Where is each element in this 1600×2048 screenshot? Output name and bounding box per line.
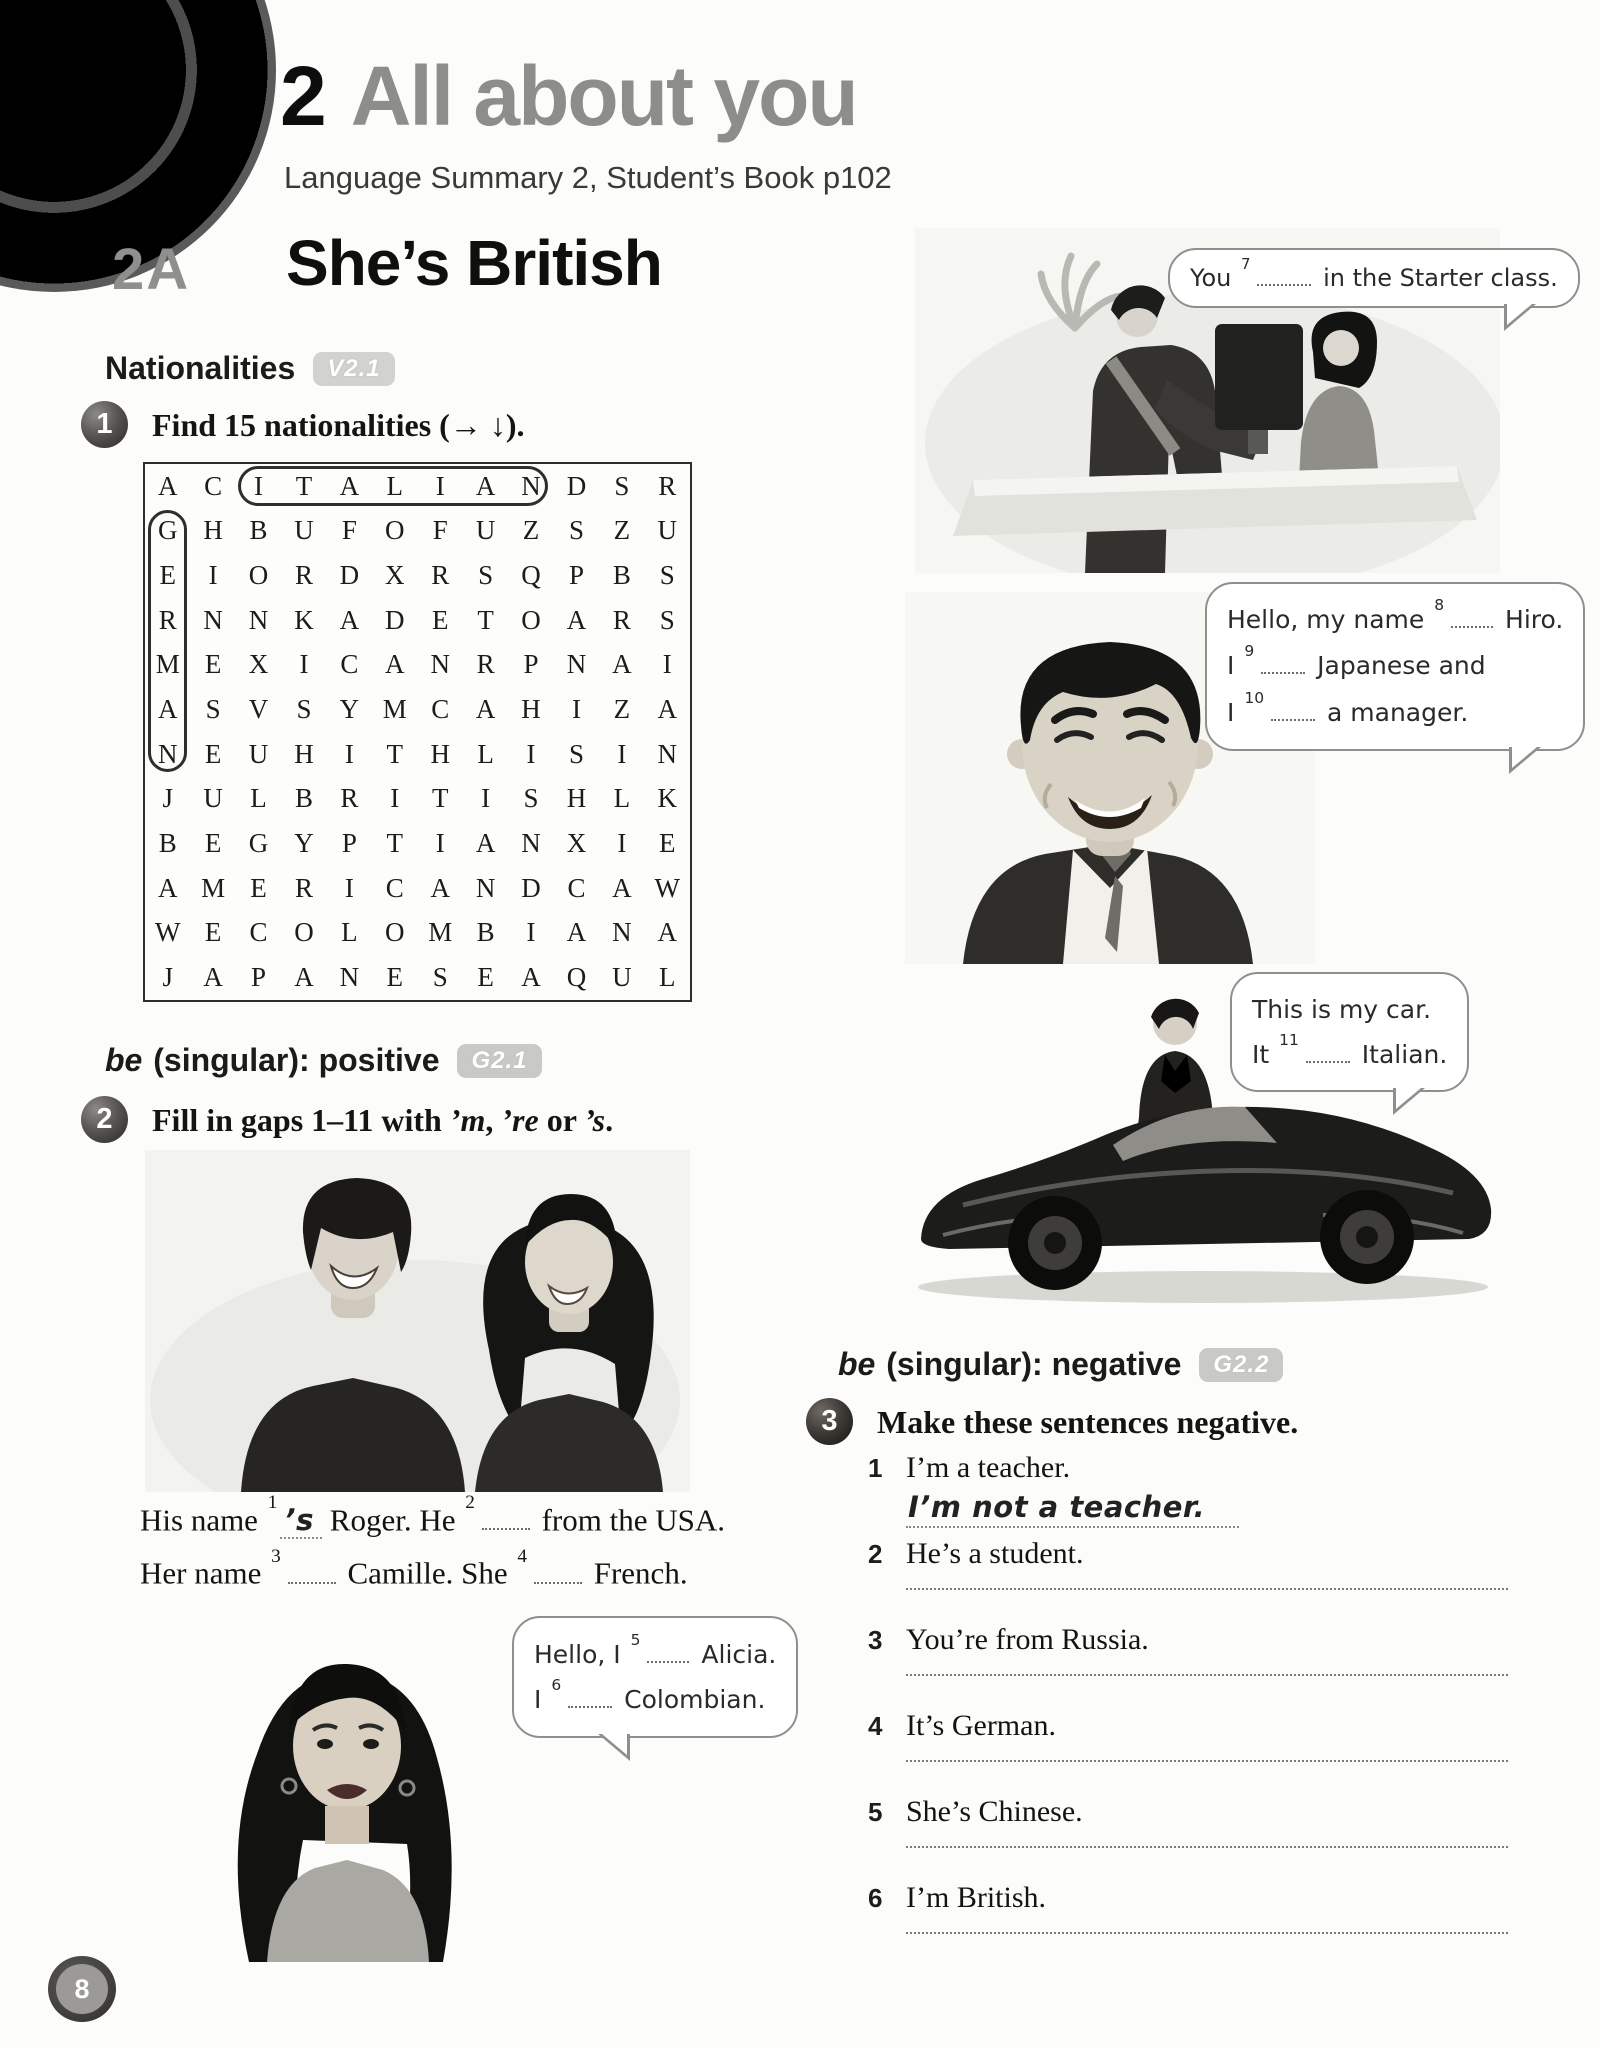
exercise-1-instruction: Find 15 nationalities (→ ↓). — [152, 407, 525, 443]
wordsearch-letter: N — [339, 962, 360, 993]
wordsearch-letter: L — [477, 738, 494, 769]
wordsearch-letter: P — [251, 962, 267, 993]
wordsearch-letter: S — [478, 560, 494, 591]
wordsearch-letter: W — [654, 872, 681, 903]
wordsearch-letter: E — [204, 828, 222, 859]
wordsearch-letter: R — [612, 604, 631, 635]
negative-sentence-item — [868, 1878, 1528, 1964]
wordsearch-letter: U — [203, 783, 223, 814]
wordsearch-letter: C — [431, 694, 450, 725]
alicia-bubble-line-2: I $^6$ Colombian. — [534, 1676, 766, 1714]
item-sentence: It’s German. — [906, 1709, 1056, 1742]
speech-bubble-alicia — [512, 1616, 798, 1738]
handwritten-answer: ’s — [280, 1503, 322, 1539]
speech-bubble-starter-class — [1168, 248, 1580, 308]
wordsearch-letter: M — [201, 872, 226, 903]
wordsearch-letter: I — [526, 738, 536, 769]
wordsearch-letter: D — [339, 560, 360, 591]
item-number: 2 — [868, 1539, 883, 1569]
wordsearch-letter: A — [612, 649, 632, 680]
item-sentence: He’s a student. — [906, 1537, 1084, 1570]
wordsearch-letter: B — [612, 560, 631, 591]
wordsearch-letter: E — [204, 649, 222, 680]
photo-alicia — [215, 1622, 480, 1962]
wordsearch-letter: P — [568, 560, 584, 591]
wordsearch-letter: T — [295, 470, 313, 501]
negative-sentence-item — [868, 1534, 1528, 1620]
wordsearch-letter: N — [612, 917, 632, 948]
answer-line — [906, 1760, 1508, 1762]
item-number: 1 — [868, 1453, 883, 1483]
wordsearch-letter: I — [344, 872, 354, 903]
gap-number: 3 — [271, 1545, 281, 1567]
wordsearch-letter: S — [296, 694, 312, 725]
wordsearch-letter: E — [204, 917, 222, 948]
gap-line — [1257, 264, 1311, 286]
wordsearch-letter: A — [475, 694, 496, 725]
wordsearch-letter: N — [157, 738, 178, 769]
wordsearch-letter: Q — [521, 560, 541, 591]
wordsearch-letter: J — [162, 783, 173, 814]
wordsearch-letter: B — [294, 783, 313, 814]
gap-number: 4 — [517, 1545, 527, 1567]
italic-text: be — [105, 1042, 143, 1078]
wordsearch-letter: L — [386, 470, 404, 501]
wordsearch-letter: N — [657, 738, 678, 769]
wordsearch-letter: K — [657, 783, 678, 814]
wordsearch-letter: I — [390, 783, 400, 814]
wordsearch-letter: A — [157, 694, 178, 725]
gap-number: 2 — [465, 1492, 475, 1514]
wordsearch-grid — [145, 464, 690, 1000]
be-positive-heading — [105, 1042, 542, 1079]
nationalities-heading-text: Nationalities — [105, 350, 296, 386]
wordsearch-letter: T — [386, 828, 404, 859]
gap-line — [1306, 1040, 1350, 1063]
italic-text: be — [838, 1346, 876, 1382]
gap-number: 6 — [551, 1676, 562, 1695]
wordsearch-letter: B — [476, 917, 495, 948]
lesson-code: 2A — [112, 237, 191, 302]
car-bubble-line-1: This is my car. — [1252, 995, 1432, 1024]
wordsearch-letter: Z — [522, 515, 540, 546]
wordsearch-letter: Z — [613, 515, 631, 546]
exercise-2-instruction: Fill in gaps 1–11 with ’m, ’re or ’s. — [152, 1102, 614, 1138]
wordsearch-letter: R — [294, 872, 313, 903]
wordsearch-letter: L — [250, 783, 267, 814]
wordsearch-letter: L — [613, 783, 631, 814]
gap-line — [482, 1502, 530, 1530]
item-number: 5 — [868, 1797, 883, 1827]
wordsearch-letter: H — [294, 738, 314, 769]
circled-word-german — [148, 510, 187, 772]
wordsearch-letter: I — [254, 470, 264, 501]
wordsearch-letter: S — [614, 470, 630, 501]
speech-bubble-car — [1230, 972, 1469, 1092]
wordsearch-letter: K — [294, 604, 314, 635]
wordsearch-letter: A — [385, 649, 405, 680]
item-number: 4 — [868, 1711, 883, 1741]
wordsearch-letter: A — [475, 470, 496, 501]
item-sentence: I’m a teacher. — [906, 1451, 1071, 1484]
wordsearch-letter: N — [475, 872, 496, 903]
wordsearch-letter: I — [526, 917, 536, 948]
wordsearch-letter: E — [659, 828, 676, 859]
exercise-2-number: 2 — [81, 1096, 128, 1143]
wordsearch-letter: O — [385, 515, 405, 546]
wordsearch-letter: C — [340, 649, 359, 680]
gap-number: 9 — [1244, 642, 1255, 661]
gap-number: 11 — [1279, 1031, 1299, 1050]
wordsearch-letter: E — [386, 962, 404, 993]
italic-text: ’m — [449, 1102, 486, 1138]
wordsearch-letter: A — [157, 872, 178, 903]
wordsearch-letter: L — [659, 962, 676, 993]
page-number: 8 — [56, 1964, 108, 2014]
unit-number: 2 — [280, 49, 325, 143]
wordsearch-letter: O — [385, 917, 405, 948]
wordsearch-letter: U — [294, 515, 314, 546]
wordsearch-letter: U — [612, 962, 632, 993]
wordsearch-letter: L — [341, 917, 358, 948]
wordsearch-letter: C — [567, 872, 586, 903]
wordsearch-letter: B — [158, 828, 177, 859]
exercise-3-number: 3 — [806, 1398, 853, 1445]
lesson-title: She’s British — [286, 227, 662, 299]
wordsearch-letter: G — [157, 515, 178, 546]
wordsearch-letter: Q — [566, 962, 587, 993]
wordsearch-letter: R — [340, 783, 359, 814]
wordsearch-letter: E — [159, 560, 176, 591]
wordsearch-letter: A — [521, 962, 541, 993]
gap-line — [534, 1555, 582, 1583]
item-sentence: I’m British. — [906, 1881, 1046, 1914]
be-negative-heading — [838, 1346, 1283, 1383]
wordsearch-letter: B — [249, 515, 268, 546]
be-negative-heading-text: be (singular): negative — [838, 1346, 1182, 1382]
exercise-1 — [81, 401, 524, 448]
car-bubble-line-2: It $^{11}$ Italian. — [1252, 1031, 1448, 1069]
wordsearch-letter: Y — [339, 694, 360, 725]
handwritten-answer: I’m not a teacher. — [906, 1490, 1239, 1528]
answer-line — [906, 1932, 1508, 1934]
wordsearch-letter: X — [248, 649, 269, 680]
speech-bubble-hiro — [1205, 582, 1585, 751]
wordsearch-letter: T — [386, 738, 404, 769]
be-positive-heading-text: be (singular): positive — [105, 1042, 440, 1078]
wordsearch-letter: I — [435, 470, 445, 501]
unit-title: All about you — [350, 49, 857, 143]
wordsearch-letter: U — [657, 515, 678, 546]
wordsearch-letter: N — [430, 649, 450, 680]
negative-sentence-item — [868, 1448, 1528, 1534]
wordsearch-letter: M — [428, 917, 453, 948]
negative-sentence-item — [868, 1706, 1528, 1792]
wordsearch-letter: E — [204, 738, 222, 769]
vocab-badge: V2.1 — [313, 352, 394, 386]
wordsearch-letter: D — [566, 470, 587, 501]
wordsearch-letter: X — [385, 560, 405, 591]
wordsearch-letter: J — [162, 962, 173, 993]
wordsearch-letter: S — [568, 515, 584, 546]
wordsearch-letter: T — [431, 783, 449, 814]
wordsearch-letter: I — [617, 828, 627, 859]
wordsearch-letter: N — [203, 604, 223, 635]
wordsearch-letter: A — [203, 962, 223, 993]
grammar-badge-g21: G2.1 — [457, 1044, 541, 1078]
wordsearch-letter: M — [155, 649, 180, 680]
unit-subtitle: Language Summary 2, Student’s Book p102 — [284, 160, 892, 195]
wordsearch-letter: P — [341, 828, 357, 859]
wordsearch-letter: R — [294, 560, 313, 591]
wordsearch-letter: O — [248, 560, 269, 591]
wordsearch-letter: H — [521, 694, 541, 725]
wordsearch-letter: R — [476, 649, 495, 680]
wordsearch-letter: M — [382, 694, 407, 725]
wordsearch-letter: W — [154, 917, 181, 948]
wordsearch-letter: C — [385, 872, 404, 903]
gap-line — [568, 1685, 612, 1708]
gap-line — [647, 1640, 689, 1663]
wordsearch-letter: H — [430, 738, 450, 769]
wordsearch-letter: Y — [294, 828, 314, 859]
wordsearch-letter: U — [248, 738, 269, 769]
italic-text: ’re — [501, 1102, 539, 1138]
wordsearch-letter: A — [566, 604, 587, 635]
wordsearch-letter: O — [294, 917, 314, 948]
wordsearch-letter: U — [475, 515, 496, 546]
grammar-badge-g22: G2.2 — [1199, 1348, 1283, 1382]
wordsearch-letter: S — [432, 962, 448, 993]
wordsearch-letter: A — [339, 604, 360, 635]
gap-number: 1 — [267, 1492, 278, 1514]
wordsearch-letter: N — [521, 828, 541, 859]
nationalities-heading — [105, 350, 395, 387]
wordsearch-letter: N — [248, 604, 269, 635]
item-number: 3 — [868, 1625, 883, 1655]
wordsearch-letter: A — [430, 872, 450, 903]
wordsearch-letter: S — [659, 560, 675, 591]
gap-number: 5 — [630, 1631, 641, 1650]
wordsearch-letter: I — [662, 649, 672, 680]
wordsearch-letter: S — [568, 738, 584, 769]
photo-roger-camille — [145, 1150, 690, 1492]
gap-number: 10 — [1244, 688, 1265, 707]
wordsearch-letter: A — [475, 828, 496, 859]
wordsearch-letter: I — [617, 738, 627, 769]
wordsearch-letter: Z — [613, 694, 631, 725]
alicia-bubble-line-1: Hello, I $^5$ Alicia. — [534, 1631, 777, 1669]
wordsearch-letter: R — [658, 470, 677, 501]
wordsearch-letter: S — [523, 783, 539, 814]
wordsearch-letter: I — [481, 783, 491, 814]
hiro-bubble-line-2: I $^9$ Japanese and — [1227, 642, 1486, 681]
wordsearch-letter: N — [521, 470, 541, 501]
negative-sentence-item — [868, 1620, 1528, 1706]
page-number-badge — [48, 1956, 116, 2022]
answer-line — [906, 1846, 1508, 1848]
item-number: 6 — [868, 1883, 883, 1913]
wordsearch-letter: X — [566, 828, 587, 859]
gap-fill-line-1: His name $^1$’s Roger. He $^2$ from the USA. — [140, 1492, 725, 1538]
negative-sentences-list — [868, 1448, 1528, 1964]
wordsearch-letter: A — [339, 470, 360, 501]
wordsearch-letter: I — [435, 828, 445, 859]
wordsearch-letter: A — [157, 470, 178, 501]
wordsearch-letter: E — [477, 962, 494, 993]
wordsearch-box — [143, 462, 692, 1002]
wordsearch-letter: H — [203, 515, 223, 546]
answer-line — [906, 1588, 1508, 1590]
wordsearch-letter: I — [344, 738, 354, 769]
wordsearch-letter: H — [566, 783, 587, 814]
wordsearch-letter: C — [249, 917, 268, 948]
wordsearch-letter: E — [250, 872, 267, 903]
negative-sentence-item — [868, 1792, 1528, 1878]
exercise-2 — [81, 1096, 613, 1143]
wordsearch-letter: P — [523, 649, 539, 680]
unit-header — [280, 48, 857, 145]
wordsearch-letter: I — [208, 560, 218, 591]
hiro-bubble-line-1: Hello, my name $^8$ Hiro. — [1227, 596, 1564, 634]
wordsearch-letter: A — [612, 872, 632, 903]
gap-number: 7 — [1241, 254, 1251, 273]
wordsearch-letter: I — [299, 649, 309, 680]
wordsearch-letter: N — [566, 649, 587, 680]
gap-line — [288, 1555, 336, 1583]
circled-word-italian — [238, 466, 548, 506]
gap-fill-text — [140, 1492, 740, 1609]
wordsearch-letter: A — [294, 962, 314, 993]
wordsearch-letter: A — [657, 917, 678, 948]
gap-line — [1451, 605, 1493, 628]
starter-bubble-line: You $^7$ in the Starter class. — [1190, 254, 1558, 292]
italic-text: ’s — [584, 1102, 606, 1138]
gap-number: 8 — [1434, 596, 1445, 615]
wordsearch-letter: D — [521, 872, 541, 903]
gap-line — [1271, 697, 1315, 720]
wordsearch-letter: G — [248, 828, 269, 859]
wordsearch-letter: V — [248, 694, 269, 725]
wordsearch-letter: A — [657, 694, 678, 725]
wordsearch-letter: O — [521, 604, 541, 635]
answer-line — [906, 1674, 1508, 1676]
wordsearch-letter: T — [477, 604, 494, 635]
wordsearch-letter: A — [566, 917, 587, 948]
exercise-1-number: 1 — [81, 401, 128, 448]
gap-fill-line-2: Her name $^3$ Camille. She $^4$ French. — [140, 1545, 688, 1591]
hiro-bubble-line-3: I $^{10}$ a manager. — [1227, 688, 1469, 727]
wordsearch-letter: R — [431, 560, 450, 591]
item-sentence: She’s Chinese. — [906, 1795, 1083, 1828]
wordsearch-letter: D — [385, 604, 405, 635]
exercise-3 — [806, 1398, 1298, 1445]
gap-line — [1261, 651, 1305, 674]
item-sentence: You’re from Russia. — [906, 1623, 1149, 1656]
wordsearch-letter: I — [571, 694, 581, 725]
wordsearch-letter: S — [205, 694, 221, 725]
exercise-3-instruction: Make these sentences negative. — [877, 1404, 1299, 1440]
wordsearch-letter: F — [341, 515, 357, 546]
wordsearch-letter: E — [431, 604, 449, 635]
wordsearch-letter: S — [659, 604, 675, 635]
wordsearch-letter: F — [432, 515, 448, 546]
wordsearch-letter: R — [158, 604, 177, 635]
wordsearch-letter: C — [204, 470, 223, 501]
